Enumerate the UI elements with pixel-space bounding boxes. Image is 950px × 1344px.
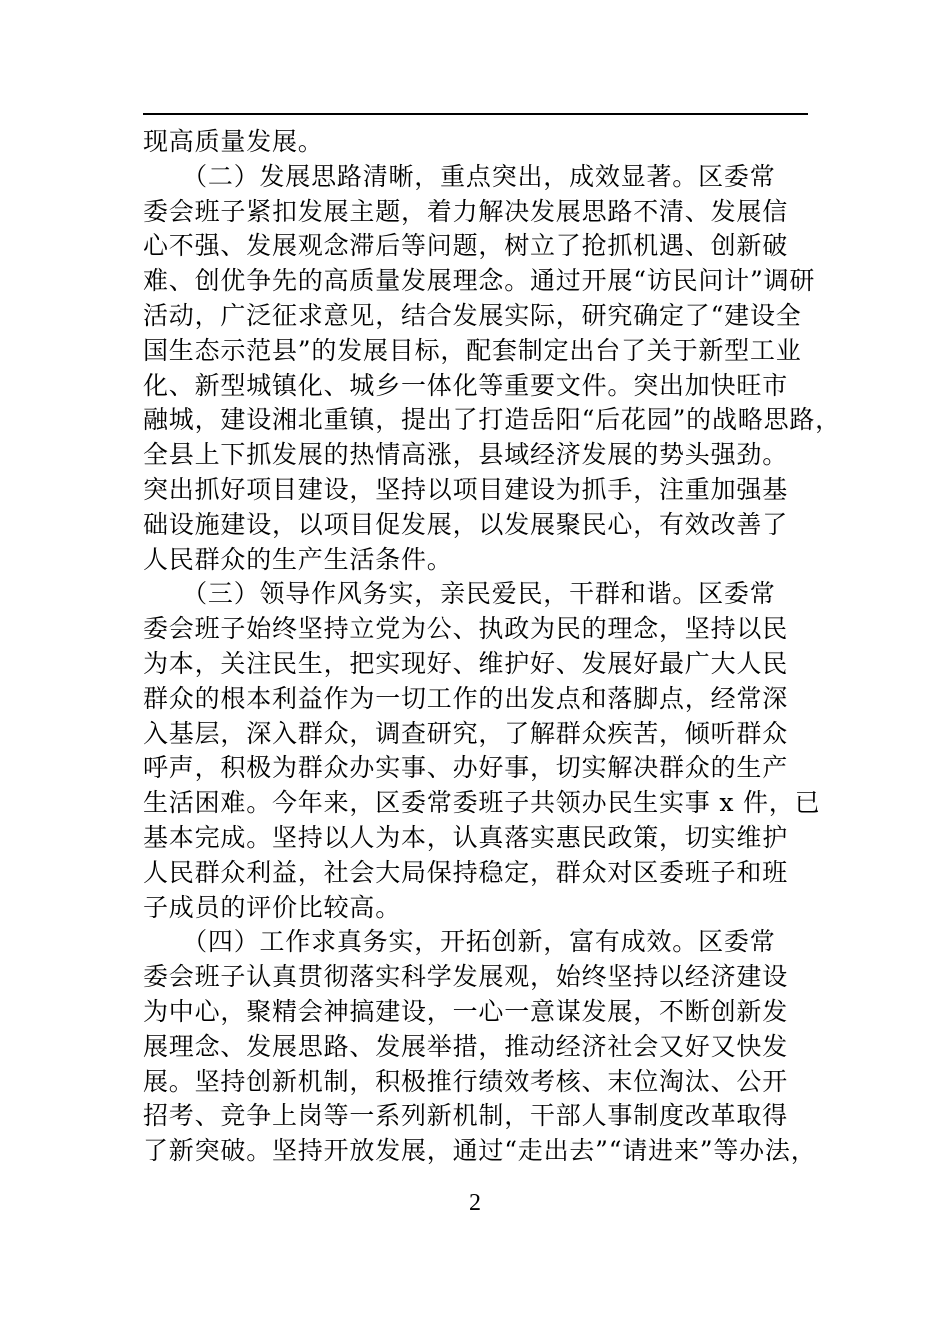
text-line: 生活困难。今年来，区委常委班子共领办民生实事 x 件，已: [143, 788, 821, 818]
text-line: （三）领导作风务实，亲民爱民，干群和谐。区委常: [143, 579, 776, 609]
text-line: 为中心，聚精会神搞建设，一心一意谋发展，不断创新发: [143, 996, 789, 1026]
text-line: （二）发展思路清晰，重点突出，成效显著。区委常: [143, 161, 776, 191]
text-line: 融城，建设湘北重镇，提出了打造岳阳“后花园”的战略思路，: [143, 405, 841, 435]
text-line: 委会班子认真贯彻落实科学发展观，始终坚持以经济建设: [143, 962, 789, 992]
text-line: 呼声，积极为群众办实事、办好事，切实解决群众的生产: [143, 753, 789, 783]
text-line: 现高质量发展。: [143, 127, 324, 156]
text-line: 化、新型城镇化、城乡一体化等重要文件。突出加快旺市: [143, 370, 789, 400]
text-line: 心不强、发展观念滞后等问题，树立了抢抓机遇、创新破: [143, 231, 789, 261]
text-line: 人民群众利益，社会大局保持稳定，群众对区委班子和班: [143, 857, 789, 887]
text-line: 子成员的评价比较高。: [143, 892, 402, 922]
page-number: 2: [469, 1190, 481, 1216]
document-body: [143, 125, 841, 1169]
text-line: 难、创优争先的高质量发展理念。通过开展“访民问计”调研: [143, 266, 816, 296]
text-line: 国生态示范县”的发展目标，配套制定出台了关于新型工业: [143, 335, 802, 365]
text-line: 全县上下抓发展的热情高涨，县域经济发展的势头强劲。: [143, 440, 789, 470]
text-line: 活动，广泛征求意见，结合发展实际，研究确定了“建设全: [143, 300, 802, 330]
text-line: 基本完成。坚持以人为本，认真落实惠民政策，切实维护: [143, 822, 789, 852]
header-rule: [143, 113, 808, 115]
text-line: 础设施建设，以项目促发展，以发展聚民心，有效改善了: [143, 509, 789, 539]
text-line: 群众的根本利益作为一切工作的出发点和落脚点，经常深: [143, 683, 789, 713]
text-line: 人民群众的生产生活条件。: [143, 544, 453, 574]
text-line: 招考、竞争上岗等一系列新机制，干部人事制度改革取得: [143, 1101, 789, 1131]
text-line: 了新突破。坚持开放发展，通过“走出去”“请进来”等办法，: [143, 1136, 817, 1166]
text-line: 展理念、发展思路、发展举措，推动经济社会又好又快发: [143, 1031, 789, 1061]
text-line: 突出抓好项目建设，坚持以项目建设为抓手，注重加强基: [143, 474, 789, 504]
text-line: 入基层，深入群众，调查研究，了解群众疾苦，倾听群众: [143, 718, 789, 748]
text-line: 委会班子始终坚持立党为公、执政为民的理念，坚持以民: [143, 614, 789, 644]
text-line: 展。坚持创新机制，积极推行绩效考核、末位淘汰、公开: [143, 1066, 789, 1096]
text-line: （四）工作求真务实，开拓创新，富有成效。区委常: [143, 927, 776, 957]
text-line: 委会班子紧扣发展主题，着力解决发展思路不清、发展信: [143, 196, 789, 226]
text-line: 为本，关注民生，把实现好、维护好、发展好最广大人民: [143, 648, 789, 678]
